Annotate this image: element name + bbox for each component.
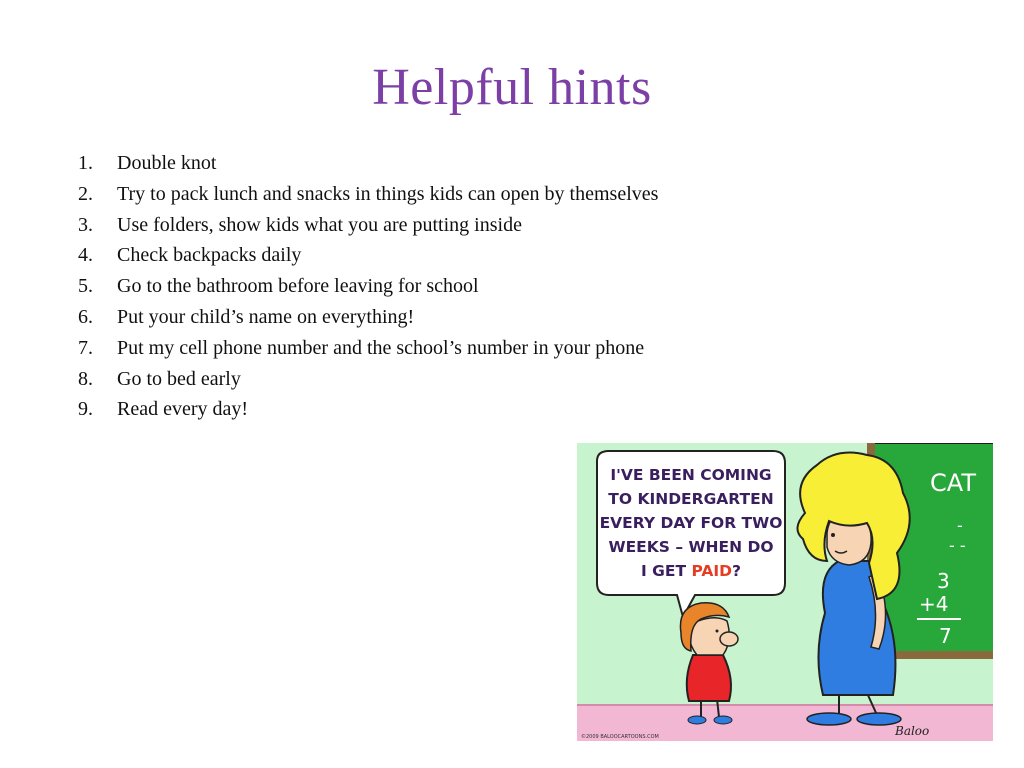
board-dash: -: [957, 516, 963, 535]
list-number: 6.: [78, 305, 93, 328]
bubble-text-prefix: I GET: [640, 562, 692, 580]
list-text: Use folders, show kids what you are putting inside: [117, 213, 522, 236]
board-word: CAT: [930, 469, 976, 497]
list-text: Put my cell phone number and the school’s number in your phone: [117, 336, 645, 359]
list-item: [78, 398, 938, 429]
list-text: Try to pack lunch and snacks in things kids can open by themselves: [117, 182, 659, 205]
list-item: [78, 306, 938, 337]
hint-list: [78, 152, 938, 429]
bubble-paid-word: PAID: [691, 562, 733, 580]
list-item: [78, 275, 938, 306]
list-text: Double knot: [117, 152, 217, 174]
list-number: 9.: [78, 398, 93, 421]
speech-bubble: [597, 451, 785, 617]
list-item: [78, 337, 938, 368]
list-text: Put your child’s name on everything!: [117, 305, 415, 328]
bubble-text: I'VE BEEN COMING: [610, 466, 772, 484]
list-number: 3.: [78, 213, 93, 236]
list-item: [78, 152, 938, 183]
list-number: 7.: [78, 336, 93, 359]
cartoon-illustration: [577, 443, 993, 741]
list-item: [78, 183, 938, 214]
copyright-credit: ©2009 BALOOCARTOONS.COM: [581, 734, 659, 740]
bubble-text: TO KINDERGARTEN: [608, 490, 774, 508]
bubble-text: WEEKS – WHEN DO: [608, 538, 774, 556]
artist-signature: Baloo: [895, 724, 930, 738]
list-item: [78, 214, 938, 245]
list-number: 5.: [78, 275, 93, 298]
board-math: 3: [937, 569, 950, 593]
list-number: 4.: [78, 244, 93, 267]
list-text: Go to bed early: [117, 367, 241, 390]
bubble-text-suffix: ?: [732, 562, 742, 580]
list-number: 8.: [78, 367, 93, 390]
list-item: [78, 368, 938, 399]
board-dash: - -: [949, 536, 966, 555]
board-math: 7: [939, 624, 952, 648]
page-title: Helpful hints: [372, 59, 652, 116]
list-number: 2.: [78, 182, 93, 205]
board-math: +4: [919, 592, 949, 616]
list-text: Go to the bathroom before leaving for school: [117, 275, 479, 298]
list-number: 1.: [78, 152, 93, 174]
list-text: Check backpacks daily: [117, 244, 302, 267]
bubble-text-last: [641, 562, 741, 580]
bubble-text: EVERY DAY FOR TWO: [599, 514, 783, 532]
kindergarten-cartoon: [577, 443, 993, 741]
list-text: Read every day!: [117, 398, 249, 421]
list-item: [78, 244, 938, 275]
